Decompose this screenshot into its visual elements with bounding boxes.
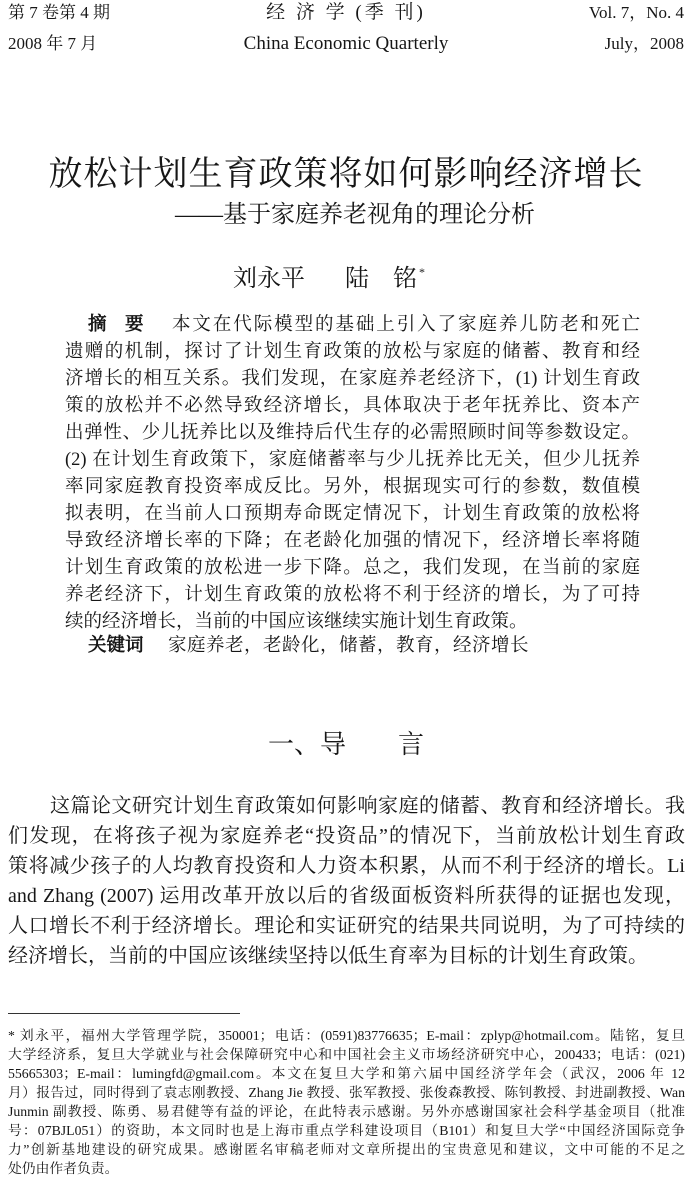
body-line: 策将减少孩子的人均教育投资和人力资本积累，从而不利于经济的增长。Li — [8, 855, 685, 877]
abstract-label: 摘 要 — [88, 315, 144, 335]
keywords-text: 家庭养老，老龄化，储蓄，教育，经济增长 — [168, 636, 530, 656]
abstract-line: 养老经济下，计划生育政策的放松将不利于经济的增长，为了可持 — [65, 585, 640, 605]
body-line: 这篇论文研究计划生育政策如何影响家庭的储蓄、教育和经济增长。我 — [50, 795, 685, 817]
abstract-line: 策的放松并不必然导致经济增长，具体取决于老年抚养比、资本产 — [65, 396, 640, 416]
footnote-line: 号：07BJL051）的资助，本文同时也是上海市重点学科建设项目（B101）和复旦大学“中国经济国际竞争 — [8, 1123, 685, 1138]
header-issue-en: Vol. 7，No. 4 — [588, 3, 684, 22]
abstract-line: 率同家庭教育投资率成反比。另外，根据现实可行的参数，数值模 — [65, 477, 640, 497]
abstract-line: 遗赠的机制，探讨了计划生育政策的放松与家庭的储蓄、教育和经 — [65, 342, 640, 362]
author-list — [233, 258, 425, 293]
footnote-mark: * — [419, 265, 425, 279]
header-date-cn: 2008 年 7 月 — [8, 34, 98, 53]
footnote-line: * 刘永平，福州大学管理学院，350001；电话：(0591)83776635；E-mail：zplyp@hotmail.com。陆铭，复旦 — [8, 1028, 685, 1043]
abstract-line: 计划生育政策的放松进一步下降。总之，我们发现，在当前的家庭 — [65, 558, 640, 578]
abstract-line: 济增长的相互关系。我们发现，在家庭养老经济下，(1) 计划生育政 — [65, 369, 640, 389]
abstract-line: 本文在代际模型的基础上引入了家庭养儿防老和死亡 — [172, 315, 640, 335]
body-line: and Zhang (2007) 运用改革开放以后的省级面板资料所获得的证据也发现， — [8, 885, 685, 907]
abstract-line: 导致经济增长率的下降；在老龄化加强的情况下，经济增长率将随 — [65, 531, 640, 551]
footnote-rule — [8, 1013, 240, 1014]
body-line: 们发现，在将孩子视为家庭养老“投资品”的情况下，当前放松计划生育政 — [8, 825, 685, 847]
body-line: 人口增长不利于经济增长。理论和实证研究的结果共同说明，为了可持续的 — [8, 915, 685, 937]
footnote-line: 月）报告过，同时得到了袁志刚教授、Zhang Jie 教授、张军教授、张俊森教授、陈钊教授、封进副教授、Wan — [8, 1085, 685, 1100]
paper-title: 放松计划生育政策将如何影响经济增长 — [48, 156, 644, 193]
abstract-line: (2) 在计划生育政策下，家庭储蓄率与少儿抚养比无关，但少儿抚养 — [65, 450, 640, 470]
header-journal-cn: 经 济 学 (季 刊) — [266, 2, 426, 23]
header-journal-en: China Economic Quarterly — [243, 33, 449, 54]
footnote-line: Junmin 副教授、陈勇、易君健等有益的评论，在此特表示感谢。另外亦感谢国家社会科学基金项目（批准 — [8, 1104, 685, 1119]
abstract-line: 续的经济增长，当前的中国应该继续实施计划生育政策。 — [65, 612, 528, 632]
body-line: 经济增长，当前的中国应该继续坚持以低生育率为目标的计划生育政策。 — [8, 945, 648, 967]
keywords-label: 关键词 — [88, 636, 144, 656]
abstract-line: 出弹性、少儿抚养比以及维持后代生存的必需照顾时间等参数设定。 — [65, 423, 640, 443]
header-issue-cn: 第 7 卷第 4 期 — [8, 3, 110, 22]
paper-subtitle: ——基于家庭养老视角的理论分析 — [175, 202, 535, 228]
abstract-line: 拟表明，在当前人口预期寿命既定情况下，计划生育政策的放松将 — [65, 504, 640, 524]
footnote-line: 55665303；E-mail：lumingfd@gmail.com。本文在复旦大学和第六届中国经济学年会（武汉，2006 年 12 — [8, 1066, 685, 1081]
footnote-line: 处仍由作者负责。 — [8, 1161, 119, 1176]
author-name: 刘永平 — [233, 266, 305, 292]
footnote-line: 力”创新基地建设的研究成果。感谢匿名审稿老师对文章所提出的宝贵意见和建议，文中可能的不足之 — [8, 1142, 685, 1157]
author-name: 陆 铭 — [345, 266, 417, 292]
header-date-en: July，2008 — [604, 34, 684, 53]
footnote-line: 大学经济系，复旦大学就业与社会保障研究中心和中国社会主义市场经济研究中心，200433；电话：(021) — [8, 1047, 685, 1062]
section-heading: 一、导 言 — [267, 730, 424, 759]
